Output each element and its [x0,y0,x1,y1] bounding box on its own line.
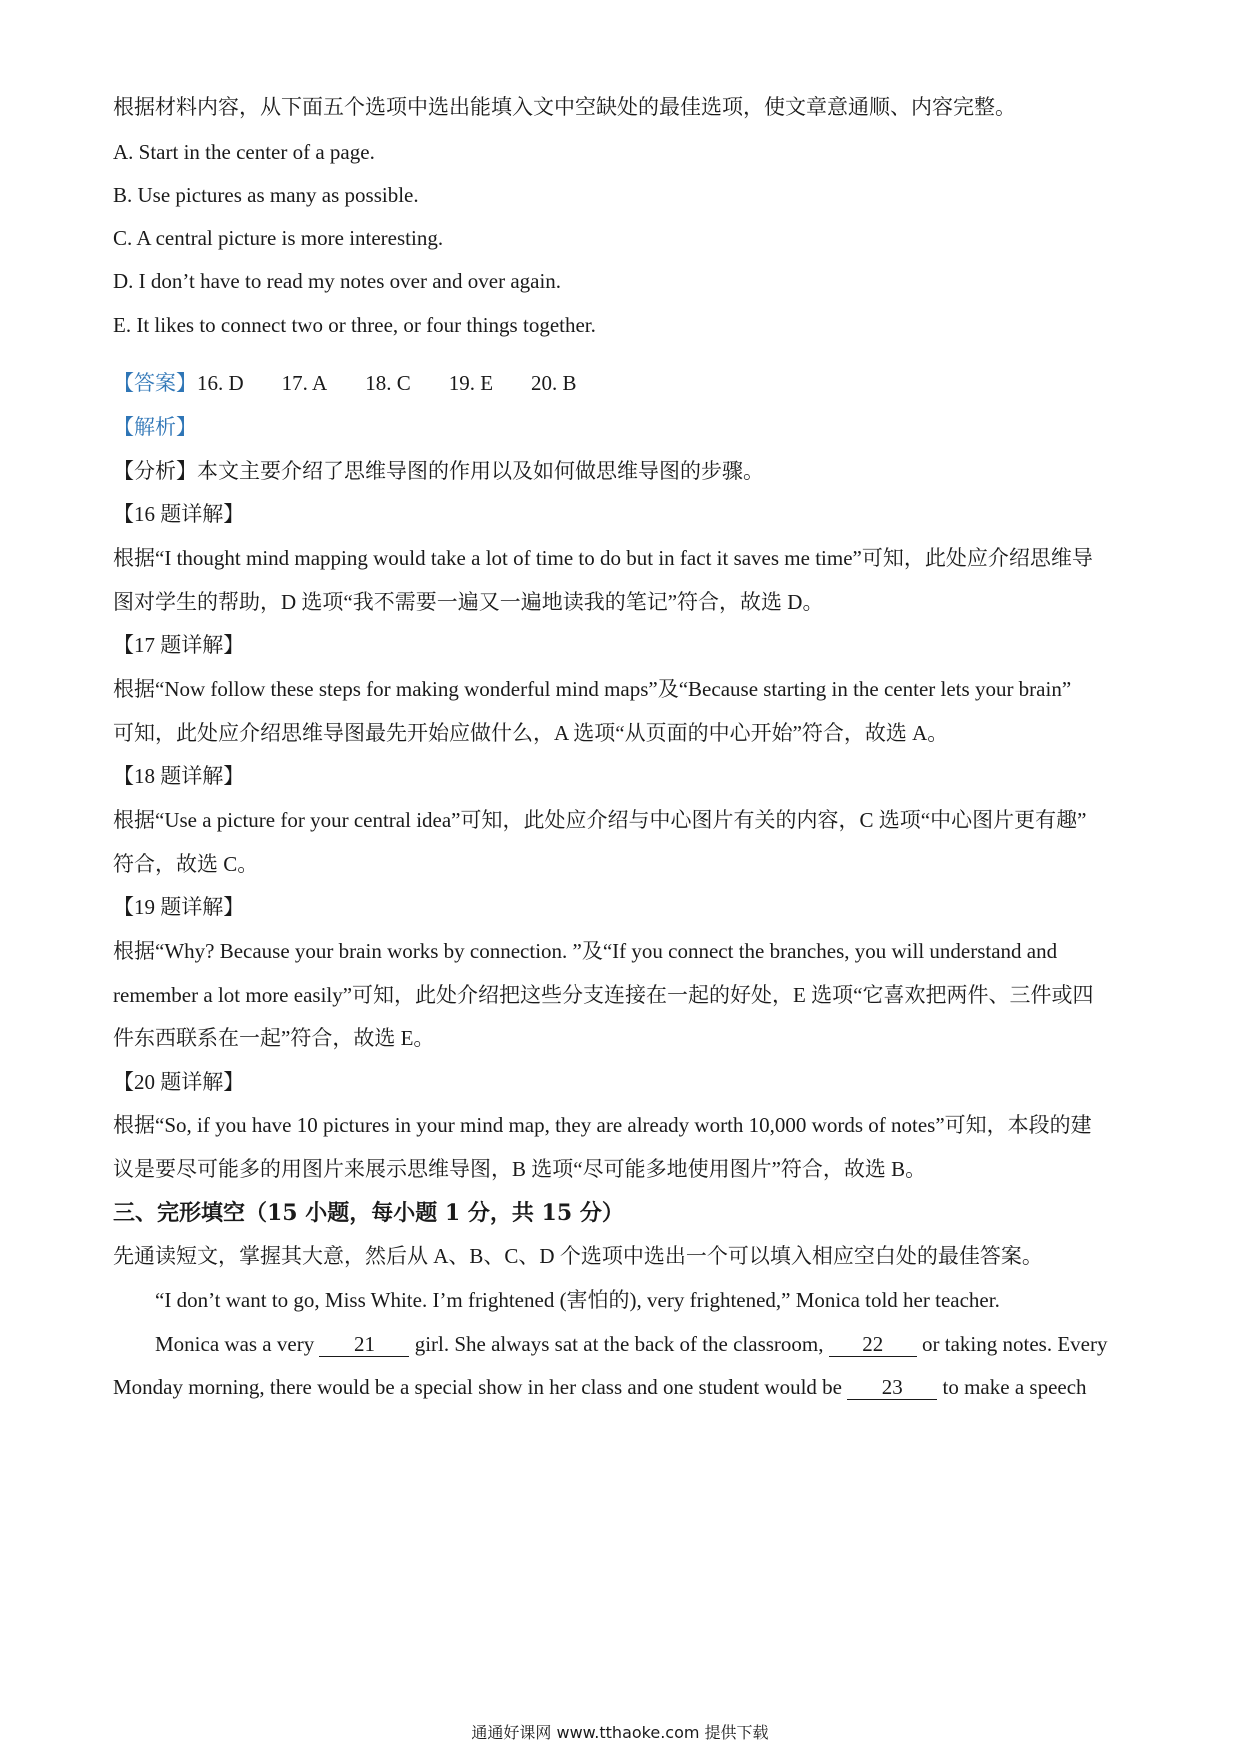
section-3-heading: 三、完形填空（15 小题，每小题 1 分，共 15 分） [113,1200,624,1226]
option-e: E. It likes to connect two or three, or four things together. [113,313,596,337]
detail-19-line: 根据“Why? Because your brain works by connection. ”及“If you connect the branches, you will understand and [113,939,1058,963]
detail-20-title: 【20 题详解】 [113,1070,245,1094]
detail-20-line: 议是要尽可能多的用图片来展示思维导图，B 选项“尽可能多地使用图片”符合，故选 B。 [113,1157,927,1181]
detail-19-line: 件东西联系在一起”符合，故选 E。 [113,1026,435,1050]
passage-line: Monica was a very 21 girl. She always sat at the back of the classroom, 22 or taking notes. Every [155,1332,1108,1356]
section-3-instruction: 先通读短文，掌握其大意，然后从 A、B、C、D 个选项中选出一个可以填入相应空白处的最佳答案。 [113,1244,1043,1268]
option-c: C. A central picture is more interesting. [113,226,444,250]
answer-item: 16. D [197,371,244,395]
detail-16-title: 【16 题详解】 [113,502,245,526]
analysis-label: 【解析】 [113,415,197,439]
answer-item: 19. E [448,371,494,395]
answer-row [113,368,1133,398]
task-instruction: 根据材料内容，从下面五个选项中选出能填入文中空缺处的最佳选项，使文章意通顺、内容完整。 [113,95,1016,119]
detail-17-title: 【17 题详解】 [113,633,245,657]
blank-22: 22 [829,1332,917,1357]
answer-label: 【答案】 [113,371,197,395]
detail-20-line: 根据“So, if you have 10 pictures in your mind map, they are already worth 10,000 words of notes”可知，本段的建 [113,1113,1092,1137]
detail-19-line: remember a lot more easily”可知，此处介绍把这些分支连接在一起的好处，E 选项“它喜欢把两件、三件或四 [113,983,1094,1007]
blank-21: 21 [319,1332,409,1357]
detail-19-title: 【19 题详解】 [113,895,245,919]
detail-16-line: 图对学生的帮助，D 选项“我不需要一遍又一遍地读我的笔记”符合，故选 D。 [113,590,824,614]
blank-23: 23 [847,1375,937,1400]
option-b: B. Use pictures as many as possible. [113,183,419,207]
detail-17-line: 可知，此处应介绍思维导图最先开始应做什么，A 选项“从页面的中心开始”符合，故选 A。 [113,721,949,745]
detail-18-title: 【18 题详解】 [113,764,245,788]
detail-16-line: 根据“I thought mind mapping would take a lot of time to do but in fact it saves me time”可知，此处应介绍思维导 [113,546,1093,570]
answer-item: 18. C [365,371,411,395]
answer-item: 17. A [281,371,328,395]
passage-line: “I don’t want to go, Miss White. I’m frightened (害怕的), very frightened,” Monica told her teacher. [155,1288,1000,1312]
option-d: D. I don’t have to read my notes over and over again. [113,269,562,293]
answer-item: 20. B [531,371,577,395]
detail-18-line: 符合，故选 C。 [113,852,259,876]
analysis-summary: 【分析】本文主要介绍了思维导图的作用以及如何做思维导图的步骤。 [113,459,764,483]
page-footer: 通通好课网 www.tthaoke.com 提供下载 [471,1723,769,1742]
detail-17-line: 根据“Now follow these steps for making wonderful mind maps”及“Because starting in the center lets your brain” [113,677,1072,701]
option-a: A. Start in the center of a page. [113,140,375,164]
passage-line: Monday morning, there would be a special show in her class and one student would be 23 to make a speech [113,1375,1087,1399]
detail-18-line: 根据“Use a picture for your central idea”可知，此处应介绍与中心图片有关的内容，C 选项“中心图片更有趣” [113,808,1087,832]
